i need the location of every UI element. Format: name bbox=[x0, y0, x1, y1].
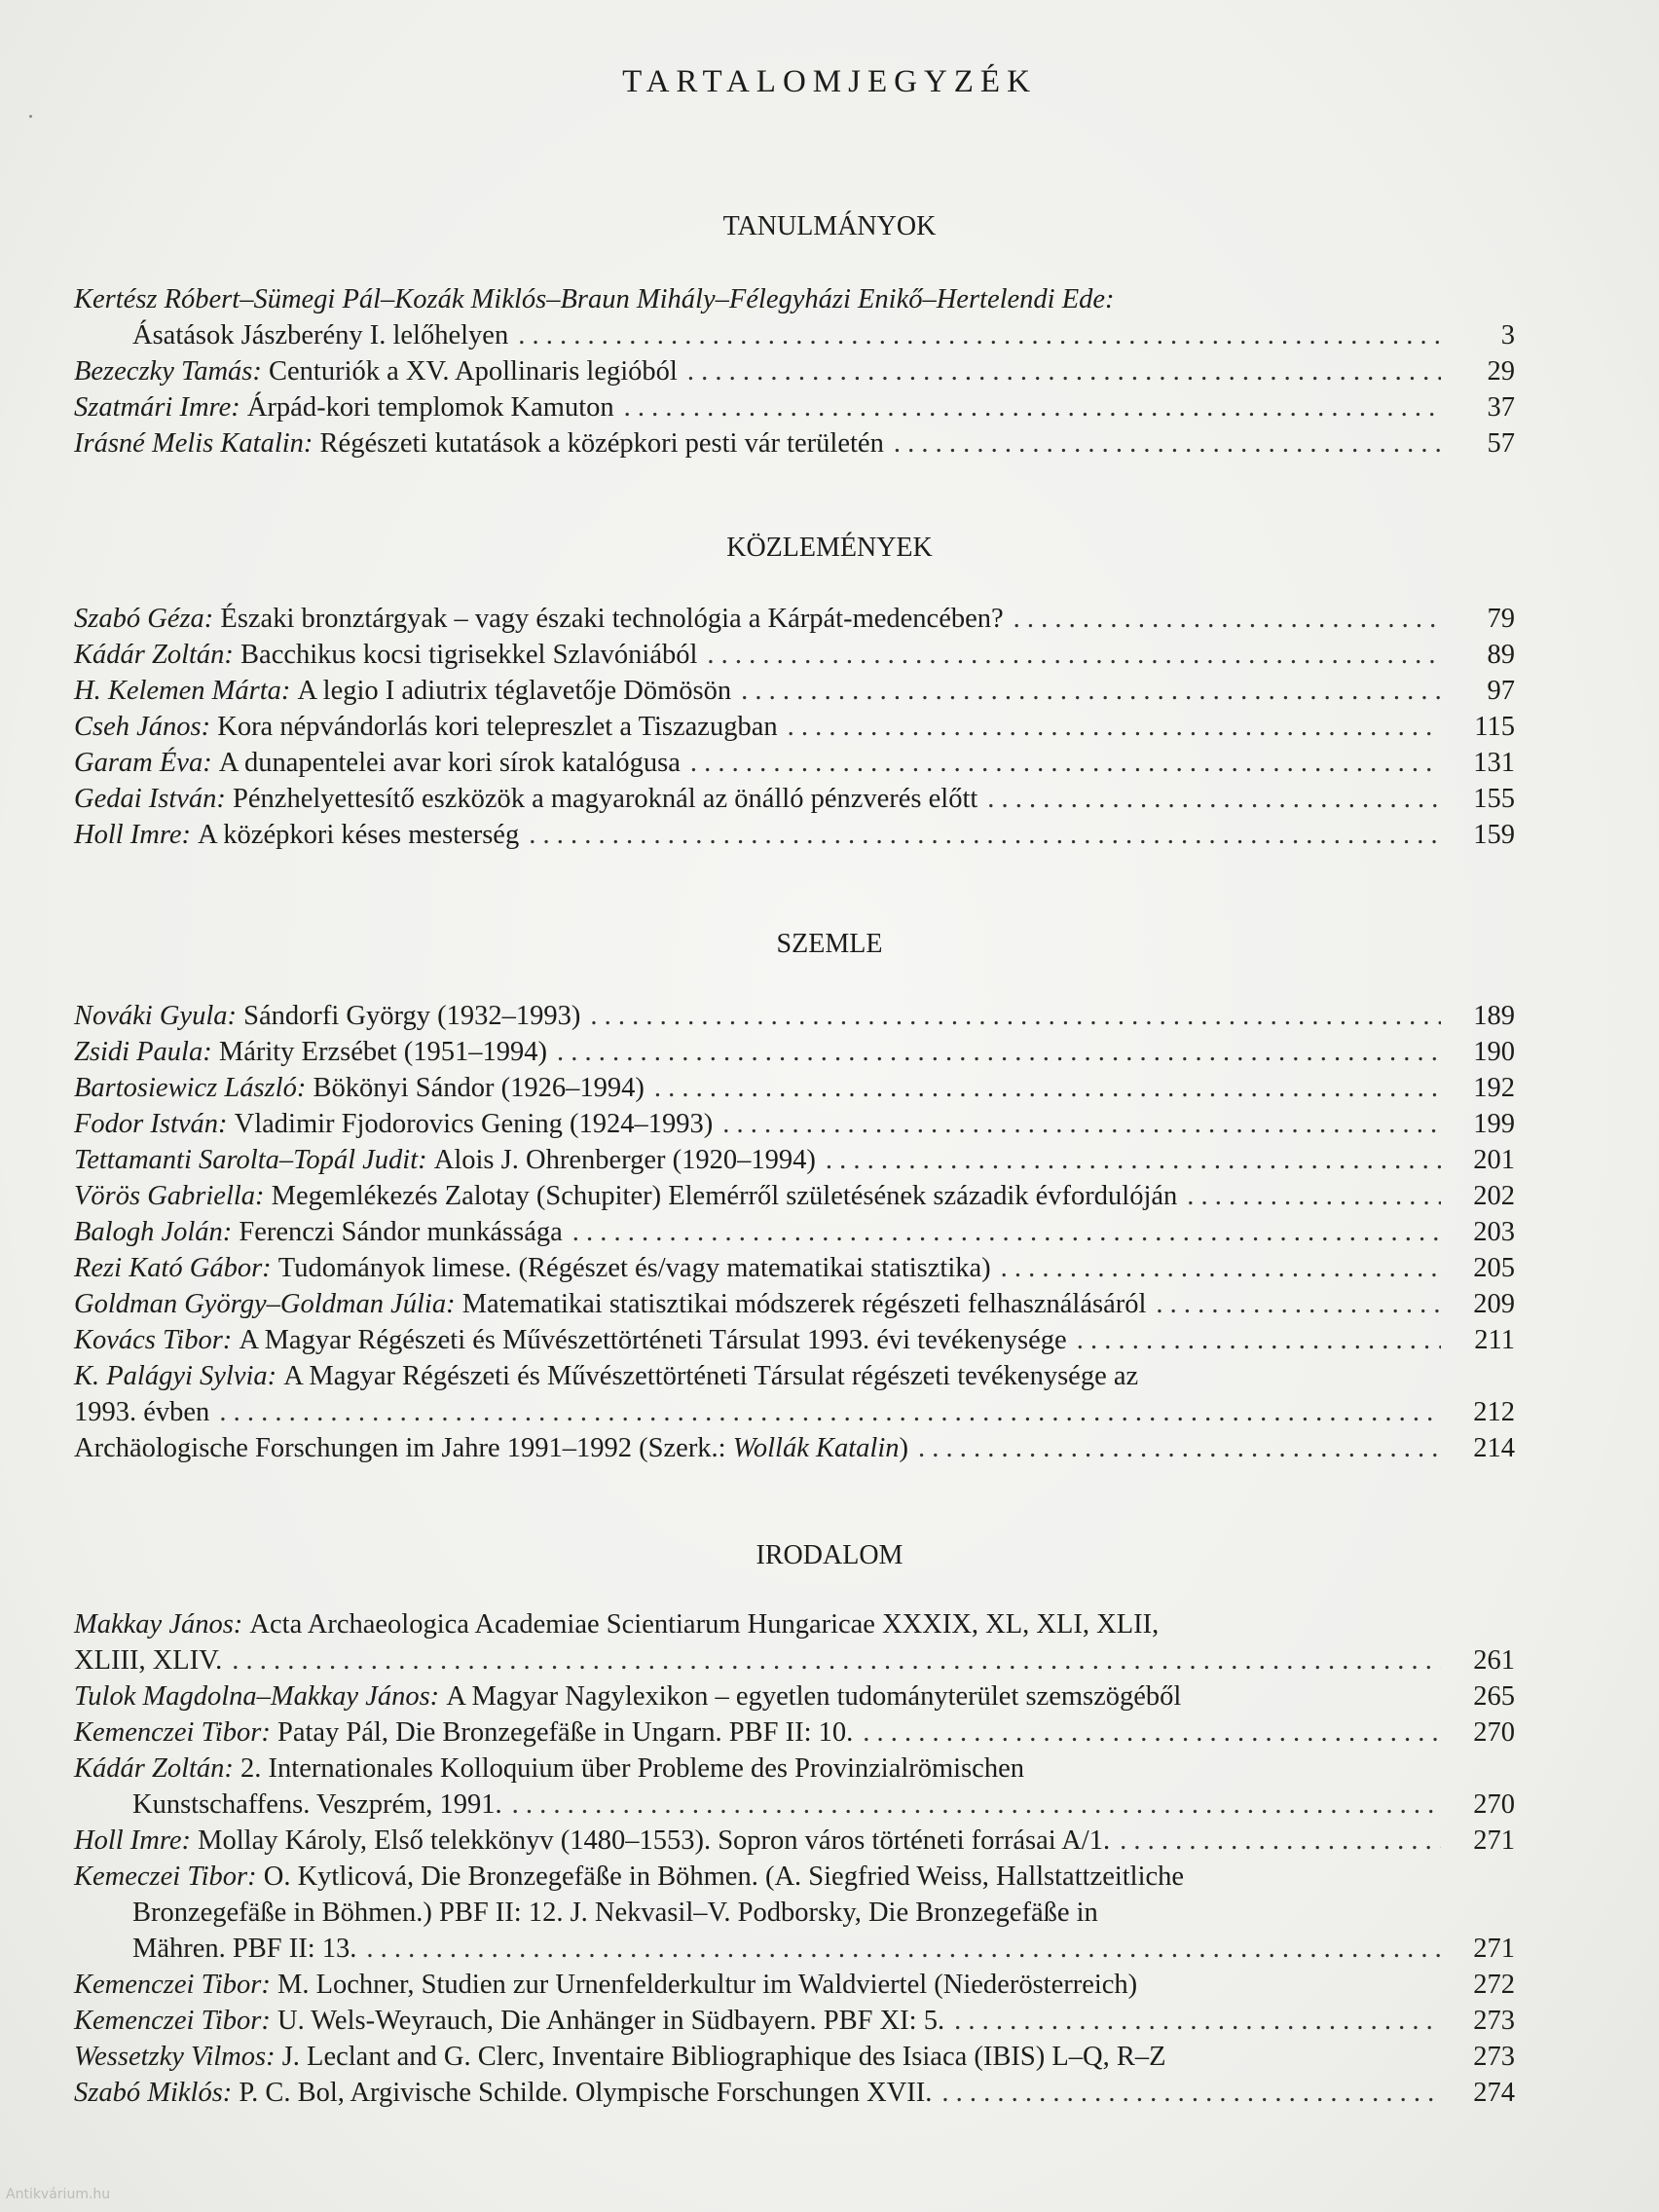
toc-entry bbox=[74, 1751, 1515, 1823]
entry-title-continued: 1993. évben bbox=[74, 1397, 210, 1427]
entry-title: A Magyar Régészeti és Művészettörténeti Társulat 1993. évi tevékenysége bbox=[239, 1325, 1067, 1355]
entry-title-continued: Kunstschaffens. Veszprém, 1991. bbox=[132, 1789, 502, 1820]
toc-entry bbox=[74, 1142, 1515, 1178]
dot-leader bbox=[863, 1714, 1441, 1751]
entry-title: M. Lochner, Studien zur Urnenfelderkultur im Waldviertel (Niederösterreich) bbox=[276, 1970, 1138, 2000]
dot-leader bbox=[690, 745, 1441, 781]
toc-entry bbox=[74, 1106, 1515, 1142]
entry-page: 159 bbox=[1473, 820, 1515, 850]
entry-title: Alois J. Ohrenberger (1920–1994) bbox=[433, 1145, 816, 1175]
entry-title: Mollay Károly, Első telekkönyv (1480–1553). Sopron város történeti forrásai A/1. bbox=[198, 1825, 1111, 1856]
toc-entry bbox=[74, 1034, 1515, 1070]
entry-page: 271 bbox=[1473, 1934, 1515, 1964]
entry-title-close: ) bbox=[899, 1433, 908, 1463]
dot-leader bbox=[529, 817, 1441, 853]
entry-page: 274 bbox=[1473, 2078, 1515, 2108]
dot-leader bbox=[741, 673, 1441, 709]
entry-author: Fodor István: bbox=[74, 1109, 228, 1139]
entry-page: 203 bbox=[1473, 1217, 1515, 1247]
toc-entry bbox=[74, 425, 1515, 461]
entry-title: Árpád-kori templomok Kamuton bbox=[246, 392, 614, 423]
toc-entry bbox=[74, 1678, 1515, 1714]
scan-speck bbox=[29, 115, 32, 118]
toc-entry bbox=[74, 817, 1515, 853]
entry-page: 3 bbox=[1500, 320, 1515, 350]
entry-author: Balogh Jolán: bbox=[74, 1217, 233, 1247]
toc-entry bbox=[74, 1358, 1515, 1430]
toc-entry bbox=[74, 709, 1515, 745]
entry-author: Tulok Magdolna–Makkay János: bbox=[74, 1681, 440, 1712]
entry-author: Holl Imre: bbox=[74, 1825, 192, 1856]
entry-author: Holl Imre: bbox=[74, 820, 192, 850]
toc-entry bbox=[74, 1214, 1515, 1250]
dot-leader bbox=[707, 637, 1441, 673]
entry-page: 201 bbox=[1473, 1145, 1515, 1175]
dot-leader bbox=[1077, 1322, 1441, 1358]
entry-author: Rezi Kató Gábor: bbox=[74, 1253, 272, 1283]
entry-page: 189 bbox=[1473, 1001, 1515, 1031]
dot-leader bbox=[918, 1430, 1441, 1466]
toc-entry bbox=[74, 637, 1515, 673]
entry-page: 29 bbox=[1487, 356, 1515, 387]
toc-entry bbox=[74, 1430, 1515, 1466]
entry-author: Szabó Miklós: bbox=[74, 2078, 233, 2108]
entry-page: 155 bbox=[1473, 784, 1515, 814]
entry-author: Kemenczei Tibor: bbox=[74, 1970, 271, 2000]
toc-entry bbox=[74, 1823, 1515, 1859]
toc-entry bbox=[74, 745, 1515, 781]
toc-entry bbox=[74, 1322, 1515, 1358]
toc-entry bbox=[74, 1070, 1515, 1106]
toc-entry bbox=[74, 1606, 1515, 1678]
entry-page: 57 bbox=[1487, 428, 1515, 459]
dot-leader bbox=[366, 1931, 1441, 1967]
entry-author: H. Kelemen Márta: bbox=[74, 676, 291, 706]
entry-title: Archäologische Forschungen im Jahre 1991–1992 (Szerk.: bbox=[74, 1433, 726, 1463]
toc-entry bbox=[74, 2039, 1515, 2075]
entry-author: Kádár Zoltán: bbox=[74, 1753, 234, 1784]
entry-author: Kemenczei Tibor: bbox=[74, 2006, 271, 2036]
entry-page: 190 bbox=[1473, 1037, 1515, 1067]
entry-author: Kemenczei Tibor: bbox=[74, 1717, 271, 1748]
dot-leader bbox=[1014, 601, 1441, 637]
entry-author: Kertész Róbert–Sümegi Pál–Kozák Miklós–Braun Mihály–Félegyházi Enikő–Hertelendi Ede: bbox=[74, 284, 1115, 314]
entry-title: Patay Pál, Die Bronzegefäße in Ungarn. PBF II: 10. bbox=[276, 1717, 854, 1748]
entry-page: 205 bbox=[1473, 1253, 1515, 1283]
entry-page: 115 bbox=[1474, 712, 1515, 742]
entry-page: 79 bbox=[1487, 604, 1515, 634]
entry-title: J. Leclant and G. Clerc, Inventaire Bibliographique des Isiaca (IBIS) L–Q, R–Z bbox=[281, 2042, 1166, 2072]
entry-page: 212 bbox=[1473, 1397, 1515, 1427]
dot-leader bbox=[826, 1142, 1441, 1178]
entry-author: Nováki Gyula: bbox=[74, 1001, 237, 1031]
toc-entry bbox=[74, 1967, 1515, 2003]
entry-page: 265 bbox=[1473, 1681, 1515, 1712]
entry-title: Ferenczi Sándor munkássága bbox=[239, 1217, 563, 1247]
dot-leader bbox=[954, 2003, 1441, 2039]
dot-leader bbox=[894, 425, 1441, 461]
toc-entry bbox=[74, 2075, 1515, 2111]
toc-entry bbox=[74, 353, 1515, 389]
entry-title-continued: XLIII, XLIV. bbox=[74, 1645, 223, 1676]
entry-author: Szatmári Imre: bbox=[74, 392, 240, 423]
entry-title: P. C. Bol, Argivische Schilde. Olympische Forschungen XVII. bbox=[239, 2078, 933, 2108]
entry-author: Garam Éva: bbox=[74, 748, 212, 778]
toc-entry bbox=[74, 1250, 1515, 1286]
entry-title: Matematikai statisztikai módszerek régészeti felhasználásáról bbox=[461, 1289, 1147, 1319]
toc-entry bbox=[74, 998, 1515, 1034]
dot-leader bbox=[687, 353, 1441, 389]
entry-page: 89 bbox=[1487, 640, 1515, 670]
dot-leader bbox=[518, 317, 1441, 353]
entry-title: U. Wels-Weyrauch, Die Anhänger in Südbayern. PBF XI: 5. bbox=[276, 2006, 945, 2036]
entry-author: Szabó Géza: bbox=[74, 604, 214, 634]
dot-leader bbox=[788, 709, 1441, 745]
toc-entry bbox=[74, 1714, 1515, 1751]
entry-page: 273 bbox=[1473, 2042, 1515, 2072]
section-heading-tanulmanyok: TANULMÁNYOK bbox=[722, 211, 937, 241]
dot-leader bbox=[572, 1214, 1441, 1250]
entry-page: 211 bbox=[1474, 1325, 1515, 1355]
entry-title: Északi bronztárgyak – vagy északi technológia a Kárpát-medencében? bbox=[220, 604, 1004, 634]
entry-title: A Magyar Régészeti és Művészettörténeti Társulat régészeti tevékenysége az bbox=[283, 1361, 1139, 1391]
page-title: TARTALOMJEGYZÉK bbox=[622, 64, 1037, 99]
entry-title: Ásatások Jászberény I. lelőhelyen bbox=[132, 320, 509, 350]
entry-author: Zsidi Paula: bbox=[74, 1037, 212, 1067]
entry-page: 131 bbox=[1473, 748, 1515, 778]
entry-author: Kemeczei Tibor: bbox=[74, 1862, 257, 1892]
entry-author: Bartosiewicz László: bbox=[74, 1073, 307, 1103]
dot-leader bbox=[512, 1787, 1441, 1823]
dot-leader bbox=[1156, 1286, 1441, 1322]
dot-leader bbox=[1001, 1250, 1441, 1286]
entry-editor: Wollák Katalin bbox=[732, 1433, 900, 1463]
entry-title: A dunapentelei avar kori sírok katalógusa bbox=[218, 748, 681, 778]
entry-page: 214 bbox=[1473, 1433, 1515, 1463]
dot-leader bbox=[557, 1034, 1441, 1070]
entry-page: 271 bbox=[1473, 1825, 1515, 1856]
entry-title: Centuriók a XV. Apollinaris legióból bbox=[269, 356, 678, 387]
entry-title: Megemlékezés Zalotay (Schupiter) Elemérről születésének századik évfordulóján bbox=[271, 1181, 1178, 1211]
entry-title: Tudományok limese. (Régészet és/vagy matematikai statisztika) bbox=[277, 1253, 991, 1283]
entry-author: K. Palágyi Sylvia: bbox=[74, 1361, 277, 1391]
dot-leader bbox=[1187, 1178, 1441, 1214]
entry-title-continued: Mähren. PBF II: 13. bbox=[132, 1934, 357, 1964]
toc-entry bbox=[74, 673, 1515, 709]
entry-author: Kovács Tibor: bbox=[74, 1325, 233, 1355]
dot-leader bbox=[590, 998, 1441, 1034]
dot-leader bbox=[1120, 1823, 1441, 1859]
watermark: Antikvárium.hu bbox=[6, 2187, 111, 2202]
entry-page: 273 bbox=[1473, 2006, 1515, 2036]
entry-title: O. Kytlicová, Die Bronzegefäße in Böhmen. (A. Siegfried Weiss, Hallstattzeitliche bbox=[263, 1862, 1185, 1892]
entry-page: 202 bbox=[1473, 1181, 1515, 1211]
section-heading-kozlemenyek: KÖZLEMÉNYEK bbox=[726, 533, 933, 563]
toc-entry bbox=[74, 1859, 1515, 1967]
dot-leader bbox=[654, 1070, 1441, 1106]
toc-entry bbox=[74, 389, 1515, 425]
entry-page: 270 bbox=[1473, 1789, 1515, 1820]
entry-author: Cseh János: bbox=[74, 712, 211, 742]
entry-title: Kora népvándorlás kori telepreszlet a Tiszazugban bbox=[217, 712, 778, 742]
dot-leader bbox=[722, 1106, 1441, 1142]
entry-page: 192 bbox=[1473, 1073, 1515, 1103]
entry-page: 272 bbox=[1473, 1970, 1515, 2000]
toc-entry bbox=[74, 601, 1515, 637]
entry-author: Kádár Zoltán: bbox=[74, 640, 234, 670]
entry-title: Sándorfi György (1932–1993) bbox=[243, 1001, 581, 1031]
entry-author: Makkay János: bbox=[74, 1609, 243, 1640]
toc-entry bbox=[74, 2003, 1515, 2039]
entry-page: 37 bbox=[1487, 392, 1515, 423]
section-heading-irodalom: IRODALOM bbox=[756, 1540, 903, 1570]
entry-author: Vörös Gabriella: bbox=[74, 1181, 265, 1211]
dot-leader bbox=[219, 1394, 1441, 1430]
toc-entry bbox=[74, 781, 1515, 817]
entry-page: 199 bbox=[1473, 1109, 1515, 1139]
entry-author: Irásné Melis Katalin: bbox=[74, 428, 313, 459]
entry-author: Wessetzky Vilmos: bbox=[74, 2042, 276, 2072]
entry-title: Bökönyi Sándor (1926–1994) bbox=[313, 1073, 645, 1103]
entry-title: Márity Erzsébet (1951–1994) bbox=[218, 1037, 548, 1067]
dot-leader bbox=[624, 389, 1441, 425]
entry-title: A legio I adiutrix téglavetője Dömösön bbox=[297, 676, 732, 706]
entry-title: 2. Internationales Kolloquium über Probleme des Provinzialrömischen bbox=[240, 1753, 1024, 1784]
toc-entry bbox=[74, 1178, 1515, 1214]
toc-entry bbox=[74, 1286, 1515, 1322]
entry-page: 270 bbox=[1473, 1717, 1515, 1748]
dot-leader bbox=[232, 1642, 1441, 1678]
entry-author: Gedai István: bbox=[74, 784, 226, 814]
entry-title: Régészeti kutatások a középkori pesti vár területén bbox=[319, 428, 884, 459]
entry-title: A Magyar Nagylexikon – egyetlen tudományterület szemszögéből bbox=[446, 1681, 1182, 1712]
entry-title: Bacchikus kocsi tigrisekkel Szlavóniából bbox=[240, 640, 698, 670]
section-heading-szemle: SZEMLE bbox=[776, 929, 883, 959]
entry-title: A középkori késes mesterség bbox=[198, 820, 520, 850]
entry-author: Tettamanti Sarolta–Topál Judit: bbox=[74, 1145, 427, 1175]
entry-author: Bezeczky Tamás: bbox=[74, 356, 262, 387]
entry-title: Pénzhelyettesítő eszközök a magyaroknál az önálló pénzverés előtt bbox=[233, 784, 978, 814]
dot-leader bbox=[987, 781, 1441, 817]
dot-leader bbox=[941, 2075, 1441, 2111]
entry-page: 209 bbox=[1473, 1289, 1515, 1319]
entry-title: Vladimir Fjodorovics Gening (1924–1993) bbox=[234, 1109, 714, 1139]
entry-page: 97 bbox=[1487, 676, 1515, 706]
entry-page: 261 bbox=[1473, 1645, 1515, 1676]
toc-entry bbox=[74, 281, 1515, 353]
entry-title: Acta Archaeologica Academiae Scientiarum Hungaricae XXXIX, XL, XLI, XLII, bbox=[249, 1609, 1160, 1640]
entry-title-continued: Bronzegefäße in Böhmen.) PBF II: 12. J. Nekvasil–V. Podborsky, Die Bronzegefäße in bbox=[132, 1898, 1098, 1928]
entry-author: Goldman György–Goldman Júlia: bbox=[74, 1289, 456, 1319]
